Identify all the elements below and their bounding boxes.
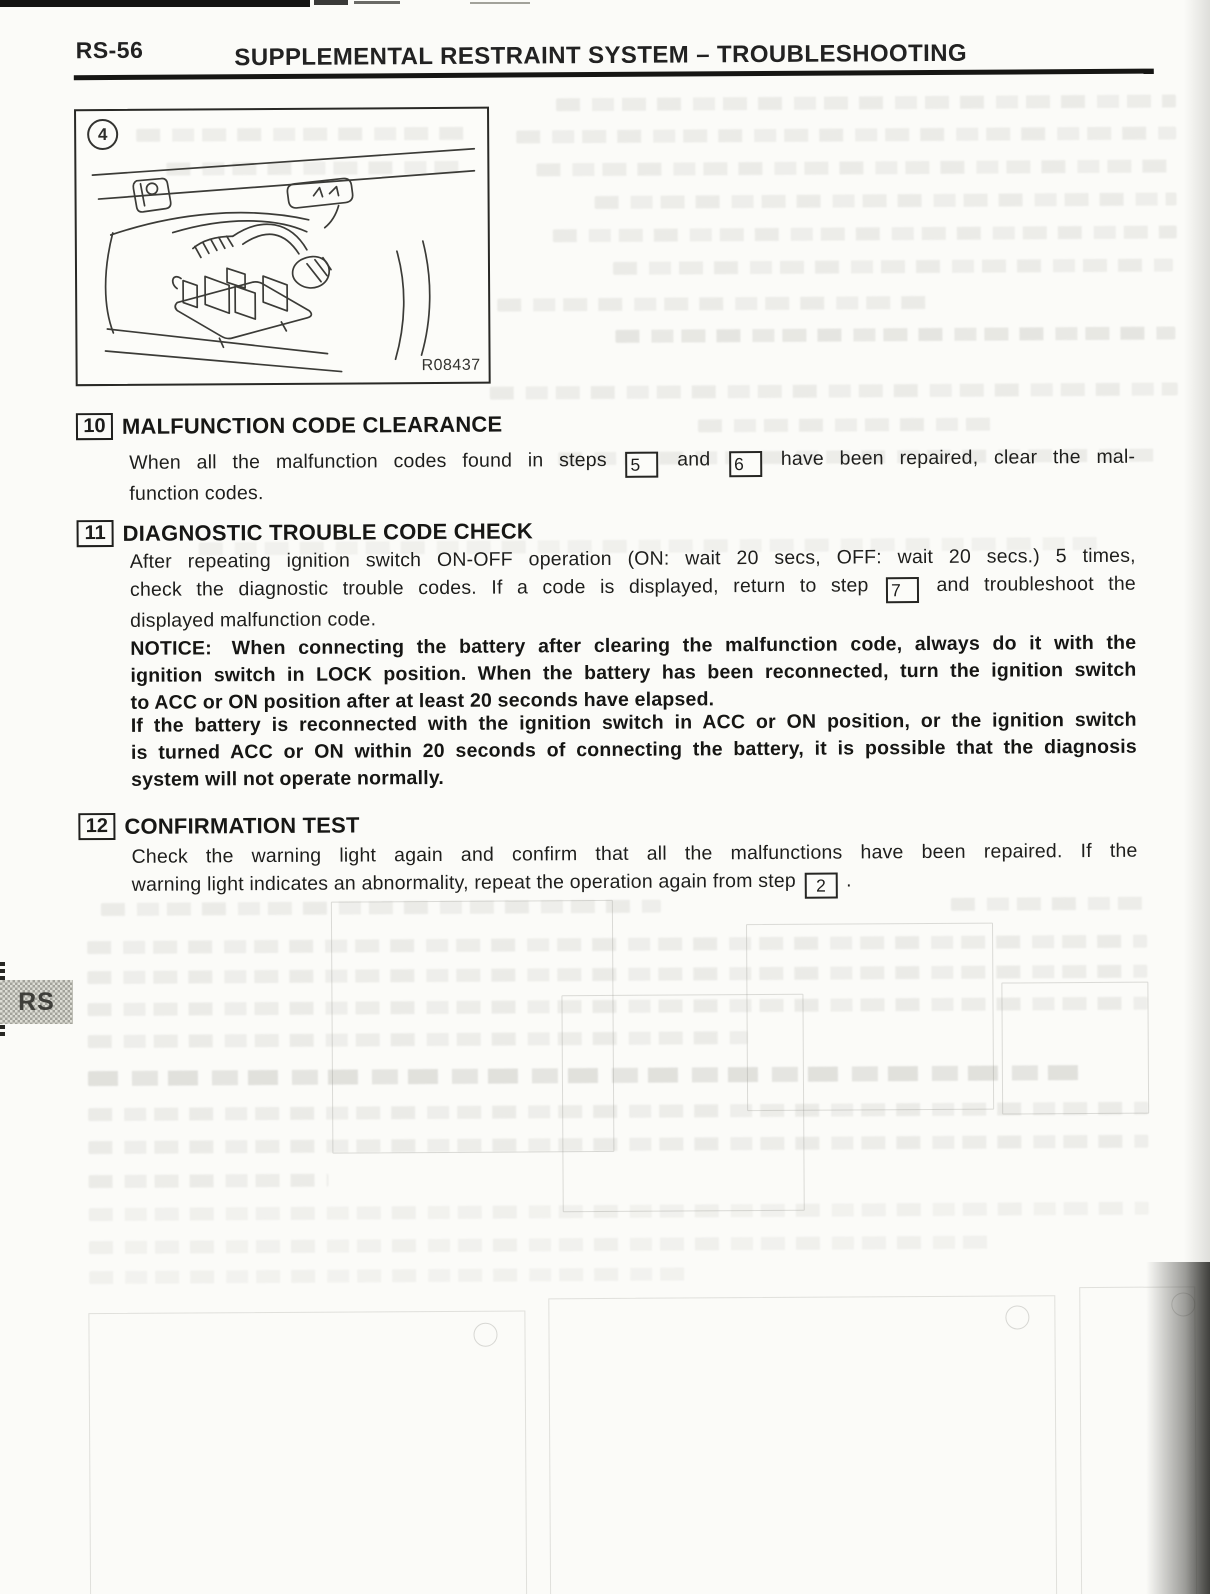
step-ref-box: 5	[625, 452, 658, 478]
bleedthrough-row	[613, 258, 1173, 274]
bleedthrough-callout	[473, 1323, 497, 1347]
section-11-heading: DIAGNOSTIC TROUBLE CODE CHECK	[122, 517, 534, 546]
page-number: RS-56	[75, 36, 144, 64]
bleedthrough-row	[951, 897, 1151, 911]
page-title: SUPPLEMENTAL RESTRAINT SYSTEM – TROUBLESHOOTING	[234, 39, 968, 72]
text-segment: If the battery is reconnected with the ignition switch in ACC or ON position, or the ignition switch	[130, 708, 1137, 737]
text-line	[131, 761, 1137, 794]
section-11-heading-row	[77, 517, 534, 547]
notice-paragraph	[130, 630, 1136, 717]
text-segment: is turned ACC or ON within 20 seconds of connecting the battery, it is possible that the diagnosis	[130, 735, 1137, 764]
step-ref-box: 6	[729, 451, 762, 477]
bleedthrough-row	[497, 296, 927, 312]
bleedthrough-diagram-box	[746, 923, 994, 1112]
bleedthrough-row	[536, 159, 1176, 176]
bleedthrough-row	[89, 1174, 329, 1188]
text-segment: have been repaired, clear the mal-	[765, 445, 1136, 470]
scan-edge-bar	[0, 0, 310, 7]
section-10-heading-row	[76, 411, 503, 441]
scan-edge-bar	[470, 2, 530, 4]
bleedthrough-row	[615, 326, 1175, 342]
text-segment: function codes.	[129, 482, 264, 505]
section-12-number-box: 12	[78, 813, 115, 840]
text-line	[130, 570, 1136, 607]
warning-paragraph	[131, 707, 1137, 794]
text-segment: displayed malfunction code.	[130, 607, 377, 632]
scan-edge-bar	[354, 1, 400, 4]
text-segment: and	[661, 448, 727, 471]
bleedthrough-row	[698, 418, 998, 433]
figure-ref: R08437	[421, 356, 481, 375]
text-segment: check the diagnostic trouble codes. If a code is displayed, return to step	[129, 573, 884, 601]
text-segment: .	[840, 868, 852, 892]
figure-callout: 4	[87, 119, 118, 150]
section-11-paragraph	[130, 543, 1137, 635]
bleedthrough-row	[490, 382, 1178, 399]
text-segment: After repeating ignition switch ON-OFF operation (ON: wait 20 secs, OFF: wait 20 secs.) 5 times,	[129, 544, 1136, 573]
step-ref-box: 7	[886, 577, 919, 603]
bleedthrough-row	[516, 126, 1176, 143]
bleedthrough-row	[595, 192, 1177, 209]
text-segment: and troubleshoot the	[921, 572, 1137, 596]
figure-drawing	[76, 109, 489, 385]
step-ref-box: 2	[804, 872, 837, 898]
bleedthrough-row	[553, 225, 1177, 242]
text-segment: When all the malfunction codes found in steps	[129, 448, 623, 474]
text-segment: NOTICE: When connecting the battery after clearing the malfunction code, always do it with the	[130, 631, 1137, 660]
bleedthrough-callout	[1005, 1305, 1029, 1329]
bleedthrough-row	[89, 1267, 689, 1284]
chapter-side-tab: RS	[0, 980, 73, 1024]
bleedthrough-row	[556, 94, 1176, 111]
text-segment: system will not operate normally.	[131, 766, 445, 791]
text-segment: Check the warning light again and confirm that all the malfunctions have been repaired. If the	[131, 839, 1138, 868]
text-line	[129, 444, 1135, 481]
section-10-heading: MALFUNCTION CODE CLEARANCE	[121, 411, 503, 439]
section-12-heading-row	[78, 811, 359, 840]
section-10-number-box: 10	[76, 413, 113, 440]
bleedthrough-figure-box	[548, 1295, 1057, 1594]
section-10-paragraph	[129, 444, 1135, 509]
text-segment: ignition switch in LOCK position. When the battery has been reconnected, turn the ignition switch	[130, 658, 1137, 687]
section-12-paragraph	[132, 838, 1138, 903]
text-segment: warning light indicates an abnormality, repeat the operation again from step	[131, 869, 802, 896]
page-corner-shadow	[1146, 1262, 1210, 1594]
section-11-number-box: 11	[77, 520, 114, 547]
bleedthrough-figure-box	[88, 1310, 527, 1594]
bleedthrough-diagram-box	[1001, 982, 1149, 1115]
text-segment: to ACC or ON position after at least 20 seconds have elapsed.	[130, 688, 715, 714]
scan-edge-bar	[314, 0, 348, 5]
figure-box	[74, 107, 491, 387]
bleedthrough-row	[89, 1236, 989, 1254]
section-12-heading: CONFIRMATION TEST	[124, 811, 360, 839]
